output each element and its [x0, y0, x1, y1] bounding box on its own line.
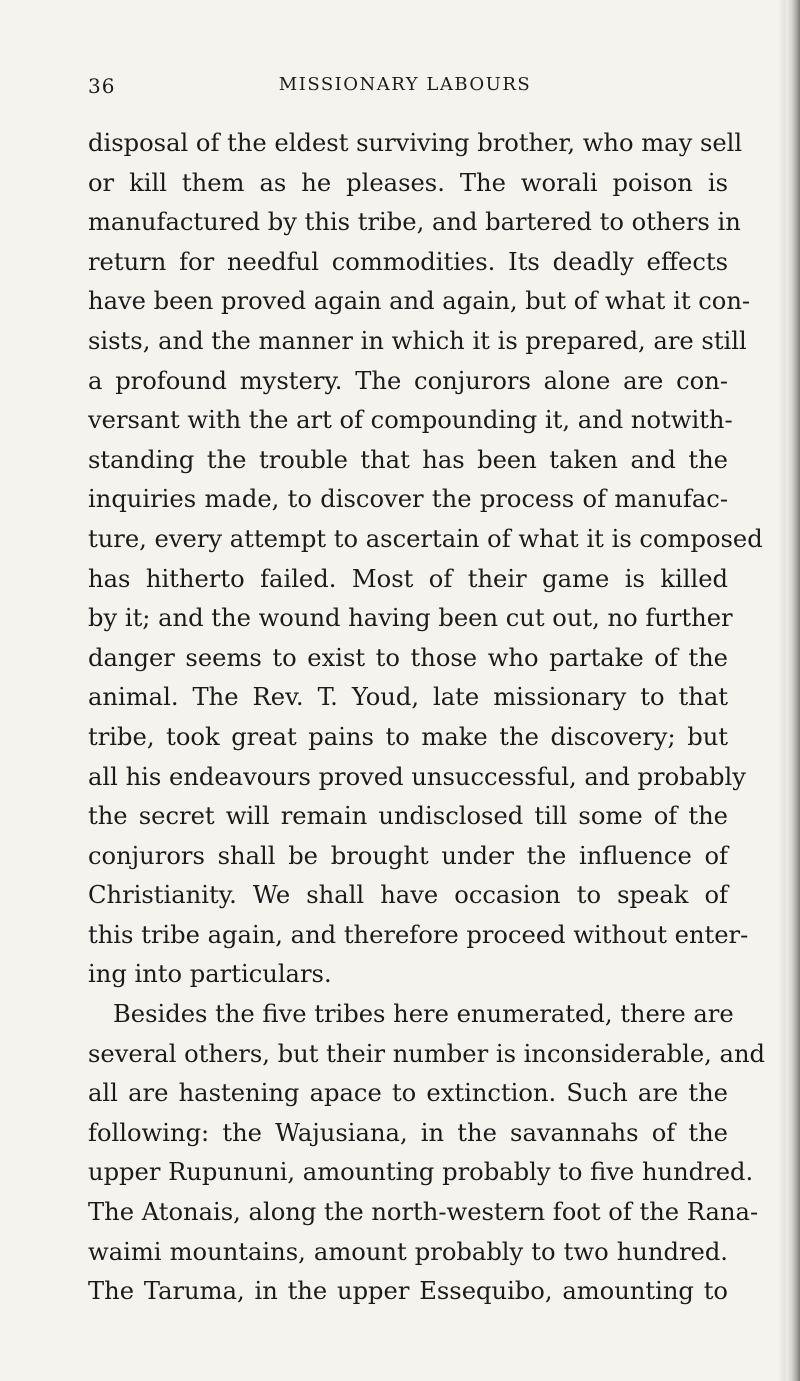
text-line: return for needful commodities. Its deadly effects [88, 247, 728, 276]
text-line: waimi mountains, amount probably to two hundred. [88, 1237, 728, 1266]
binding-shadow [778, 0, 786, 1381]
text-line: by it; and the wound having been cut out, no further [88, 604, 733, 633]
text-line: ing into particulars. [88, 960, 332, 989]
text-line: have been proved again and again, but of what it con- [88, 287, 751, 316]
text-line: The Atonais, along the north-western foot of the Rana- [88, 1198, 759, 1227]
text-line: standing the trouble that has been taken and the [88, 445, 728, 474]
page-number: 36 [88, 74, 116, 98]
text-line: versant with the art of compounding it, and notwith- [88, 406, 733, 435]
page-header [88, 74, 708, 104]
text-line: a profound mystery. The conjurors alone are con- [88, 366, 728, 395]
text-line: all are hastening apace to extinction. Such are the [88, 1079, 728, 1108]
text-line: animal. The Rev. T. Youd, late missionary to that [88, 683, 728, 712]
text-line: disposal of the eldest surviving brother, who may sell [88, 129, 743, 157]
text-line: or kill them as he pleases. The worali poison is [88, 168, 728, 197]
text-line: tribe, took great pains to make the discovery; but [88, 722, 728, 751]
running-head: MISSIONARY LABOURS [278, 74, 532, 95]
text-line: manufactured by this tribe, and bartered to others in [88, 208, 741, 237]
text-line: conjurors shall be brought under the influence of [88, 841, 728, 870]
text-line: this tribe again, and therefore proceed without enter- [88, 920, 749, 949]
text-line: upper Rupununi, amounting probably to five hundred. [88, 1158, 754, 1187]
text-line: inquiries made, to discover the process of manufac- [88, 485, 728, 514]
text-line: The Taruma, in the upper Essequibo, amounting to [88, 1277, 728, 1306]
text-line: Christianity. We shall have occasion to speak of [88, 881, 728, 910]
text-line: ture, every attempt to ascertain of what it is composed [88, 524, 763, 553]
text-line: following: the Wajusiana, in the savannahs of the [88, 1118, 728, 1147]
text-line: the secret will remain undisclosed till some of the [88, 802, 728, 831]
page-edge [786, 0, 800, 1381]
text-line: danger seems to exist to those who partake of the [88, 643, 728, 672]
text-line: several others, but their number is inconsiderable, and [88, 1039, 766, 1068]
body-text [88, 124, 766, 1312]
paragraph-start-line: Besides the five tribes here enumerated, there are [113, 1000, 734, 1029]
text-line: has hitherto failed. Most of their game is killed [88, 564, 728, 593]
text-line: all his endeavours proved unsuccessful, and probably [88, 762, 746, 791]
text-line: sists, and the manner in which it is prepared, are still [88, 326, 747, 355]
